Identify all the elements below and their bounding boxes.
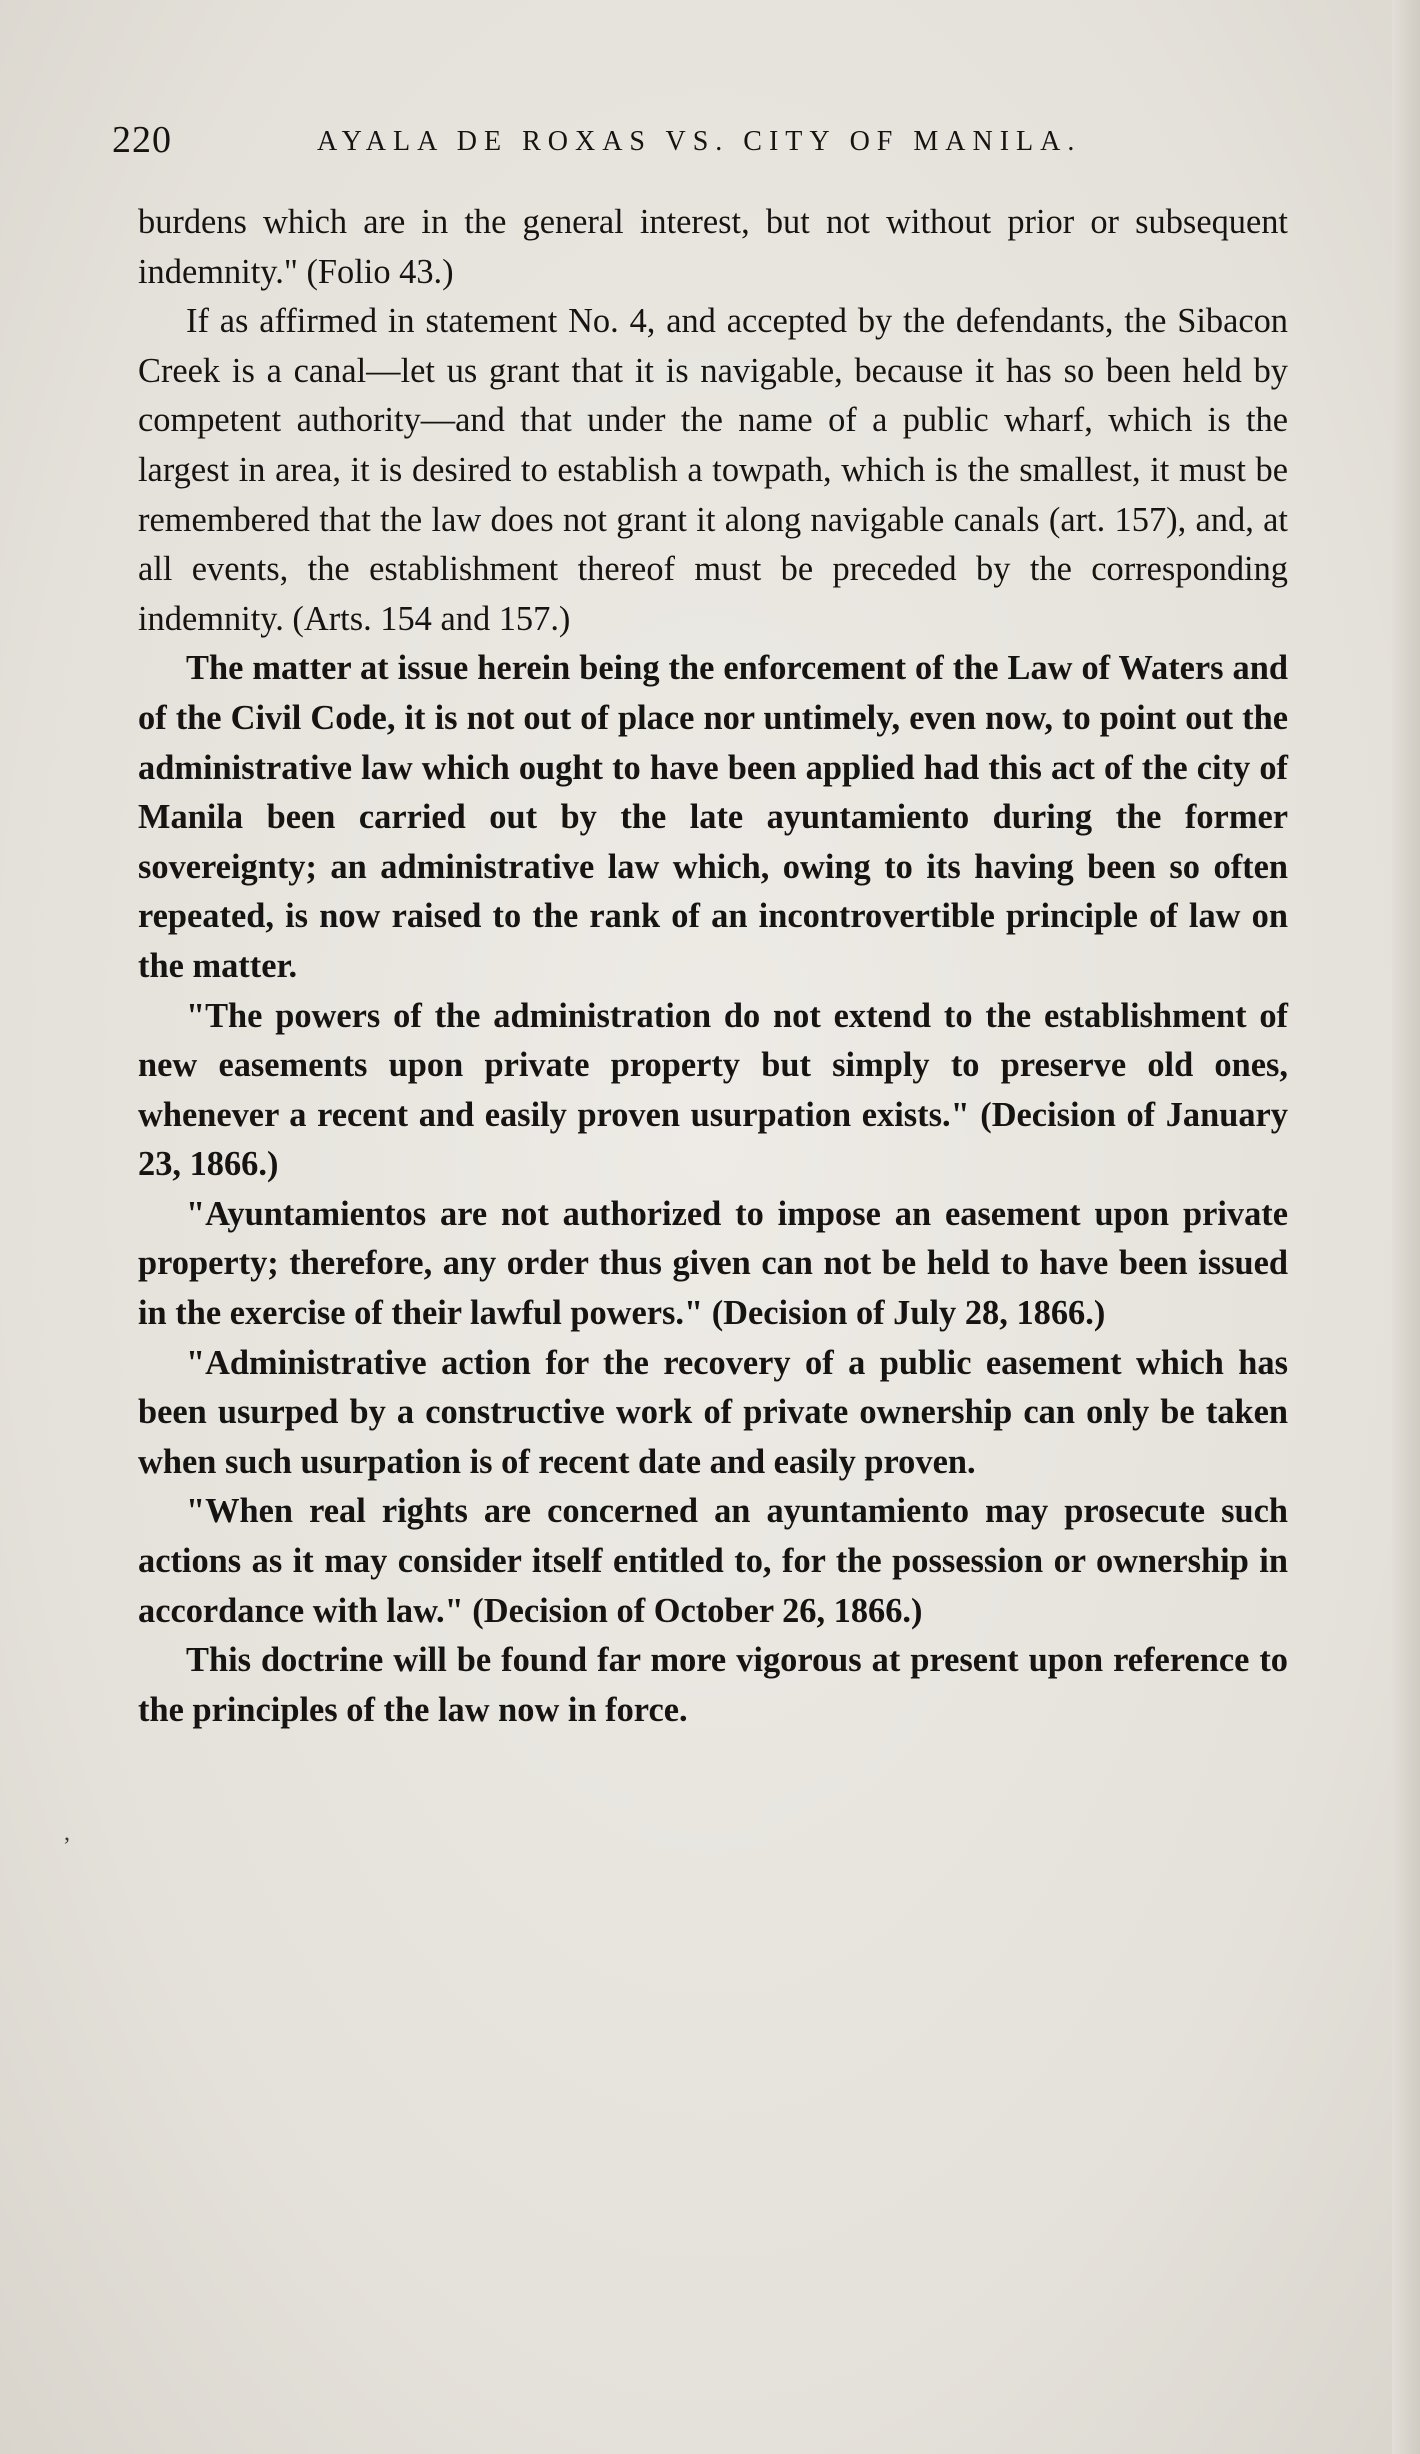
paragraph-continuation: burdens which are in the general interest, but not without prior or subsequent indemnity." (Folio 43.) xyxy=(138,203,1288,291)
page-edge-shadow xyxy=(1392,0,1420,2454)
page-header xyxy=(112,118,1302,174)
body-text xyxy=(138,198,1288,1735)
quote-decision-jul-1866: "Ayuntamientos are not authorized to impose an easement upon private property; therefore, any order thus given can not be held to have been issued in the exercise of their lawful powers." (Decision of July 28, 1866.) xyxy=(138,1194,1288,1333)
quote-decision-jan-1866: "The powers of the administration do not extend to the establishment of new easements upon private property but simply to preserve old ones, whenever a recent and easily proven usurpation exists." (Decision of January 23, 1866.) xyxy=(138,996,1288,1184)
paragraph-matter-at-issue: The matter at issue herein being the enforcement of the Law of Waters and of the Civil Code, it is not out of place nor untimely, even now, to point out the administrative law which ought to have been applied had this act of the city of Manila been carried out by the late ayuntamiento during the former sovereignty; an administrative law which, owing to its having been so often repeated, is now raised to the rank of an incontrovertible principle of law on the matter. xyxy=(138,649,1288,985)
paragraph-canal-towpath: If as affirmed in statement No. 4, and accepted by the defendants, the Sibacon Creek is a canal—let us grant that it is navigable, because it has so been held by competent authority—and that under the name of a public wharf, which is the largest in area, it is desired to establish a towpath, which is the smallest, it must be remembered that the law does not grant it along navigable canals (art. 157), and, at all events, the establishment thereof must be preceded by the corresponding indemnity. (Arts. 154 and 157.) xyxy=(138,302,1288,638)
running-title: AYALA DE ROXAS VS. CITY OF MANILA. xyxy=(317,126,1082,157)
page-number: 220 xyxy=(112,119,172,161)
quote-administrative-action: "Administrative action for the recovery of a public easement which has been usurped by a constructive work of private ownership can only be taken when such usurpation is of recent date and easily proven. xyxy=(138,1343,1288,1481)
quote-decision-oct-1866: "When real rights are concerned an ayuntamiento may prosecute such actions as it may consider itself entitled to, for the possession or ownership in accordance with law." (Decision of October 26, 1866.) xyxy=(138,1492,1288,1630)
stray-ink-mark: , xyxy=(64,1820,70,1846)
paragraph-doctrine: This doctrine will be found far more vigorous at present upon reference to the principles of the law now in force. xyxy=(138,1641,1288,1729)
